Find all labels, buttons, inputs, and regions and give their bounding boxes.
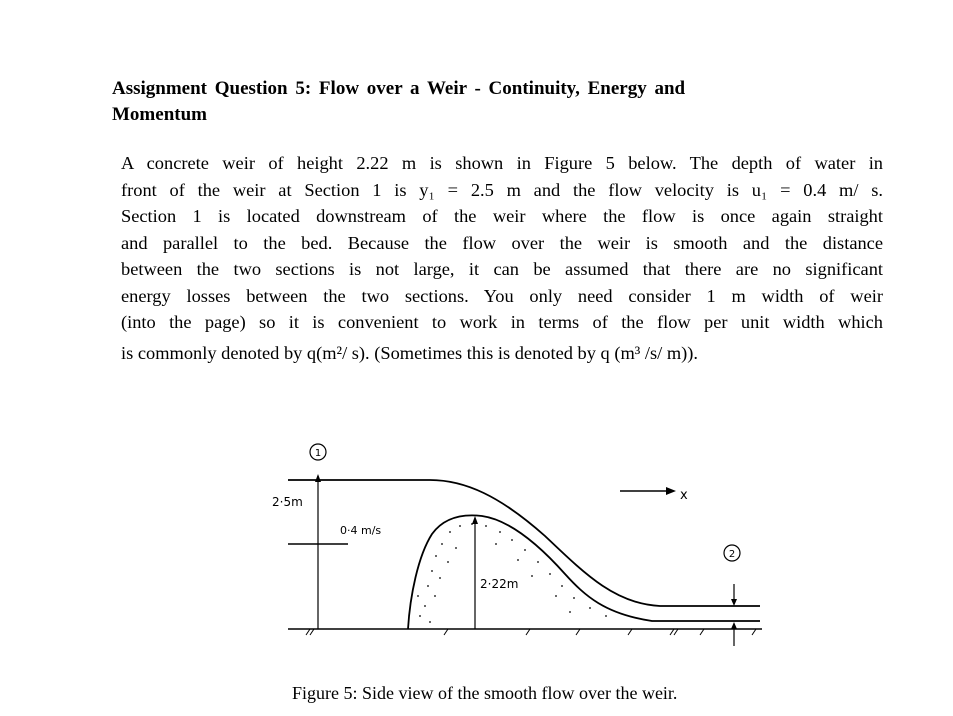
section-2-arrowhead-bottom [731,622,737,629]
section-2-arrowhead-top [731,599,737,606]
section-2-label: 2 [728,549,736,560]
heading-line-2: Momentum [112,104,207,125]
weir-height-label: 2·22m [480,577,519,591]
assignment-heading [112,76,812,128]
paragraph-line: energy losses between the two sections. You only need consider 1 m width of weir [121,285,883,306]
water-surface [288,480,760,606]
direction-arrowhead [666,487,676,495]
figure-caption: Figure 5: Side view of the smooth flow over the weir. [292,683,678,703]
paragraph-line: A concrete weir of height 2.22 m is shown in Figure 5 below. The depth of water in [121,153,883,173]
bed-hatching [306,629,756,635]
direction-label: x [680,488,688,503]
depth-arrow-top [315,474,321,482]
paragraph-line: is commonly denoted by q(m²/ s). (Sometimes this is denoted by q (m³ /s/ m)). [121,342,698,363]
concrete-stipple [417,523,607,623]
paragraph-line: (into the page) so it is convenient to work in terms of the flow per unit width which [121,312,883,332]
paragraph-line: Section 1 is located downstream of the weir where the flow is once again straight [121,206,883,226]
velocity-label: 0·4 m/s [340,524,382,537]
depth-label: 2·5m [272,495,303,509]
paragraph-line: and parallel to the bed. Because the flow over the weir is smooth and the distance [121,232,883,253]
paragraph-line: front of the weir at Section 1 is y₁ = 2.5 m and the flow velocity is u₁ = 0.4 m/ s. [121,179,883,200]
weir-diagram [260,436,780,656]
problem-paragraph [121,150,883,366]
weir-height-arrow [472,516,478,524]
paragraph-line: between the two sections is not large, it can be assumed that there are no significant [121,259,883,279]
heading-line-1: Assignment Question 5: Flow over a Weir - Continuity, Energy and [112,78,686,99]
section-1-label: 1 [314,448,322,459]
